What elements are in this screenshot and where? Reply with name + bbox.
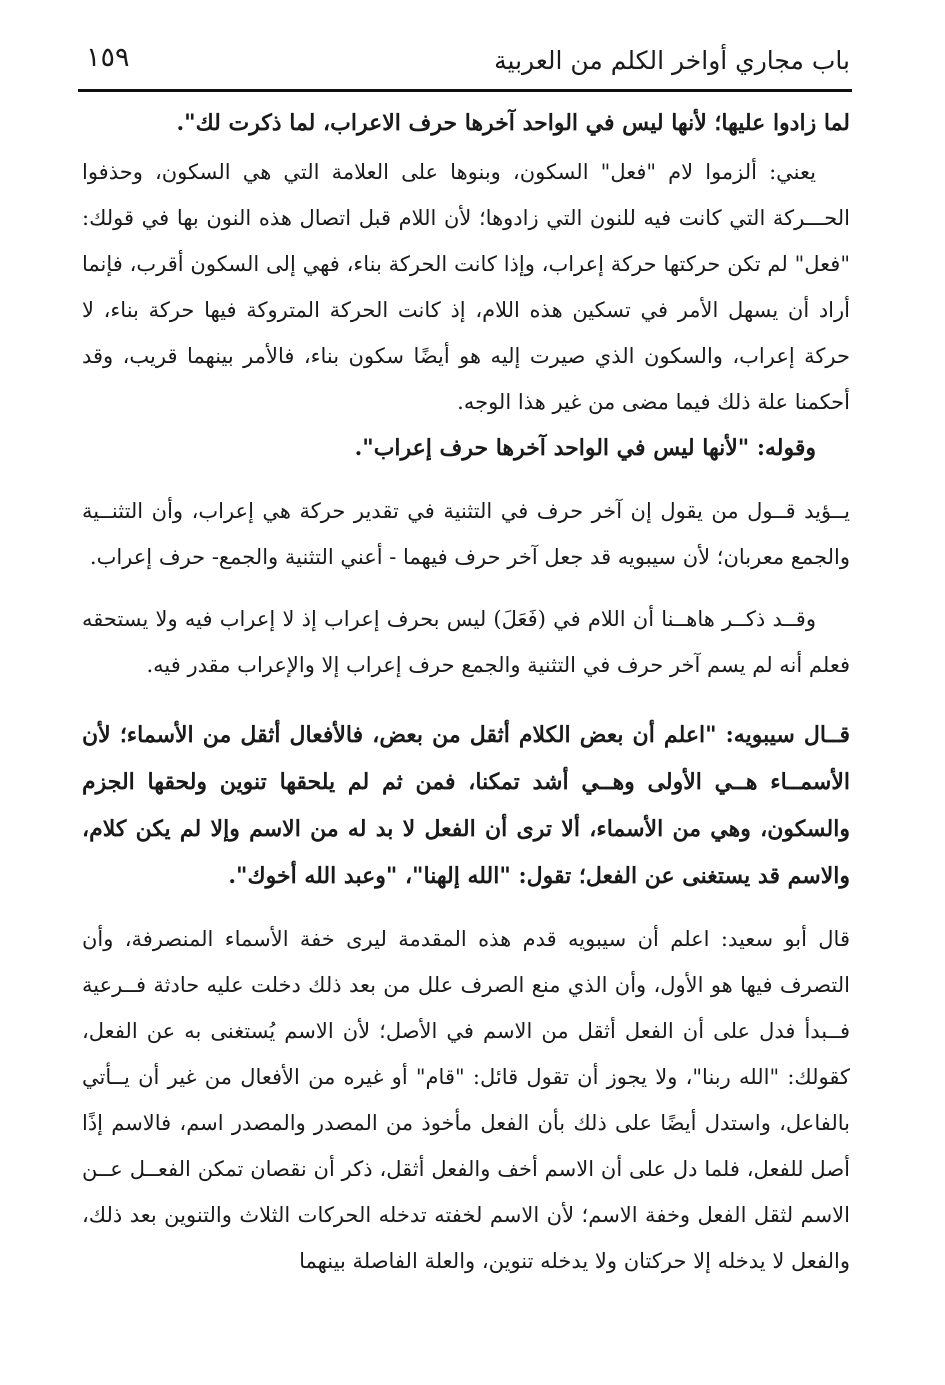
page-header bbox=[78, 30, 852, 88]
running-title: باب مجاري أواخر الكلم من العربية bbox=[494, 46, 850, 75]
commentary-paragraph: وقــد ذكــر هاهــنا أن اللام في (فَعَلَ) ليس بحرف إعراب إذ لا إعراب فيه ولا يستحقه فعلم أنه لم يسم آخر حرف في التثنية والجمع حرف إعراب إلا والإعراب مقدر فيه. bbox=[82, 607, 850, 677]
commentary-paragraph: يعني: ألزموا لام "فعل" السكون، وبنوها على العلامة التي هي السكون، وحذفوا الحـــركة التي كانت فيه للنون التي زادوها؛ لأن اللام قبل اتصال هذه النون بها في قولك: "فعل" لم تكن حركتها حركة إعراب، وإذا كانت الحركة بناء، فهي إلى السكون أقرب، فإنما أراد أن يسهل الأمر في تسكين هذه اللام، إذ كانت الحركة المتروكة فيها حركة بناء، لا حركة إعراب، والسكون الذي صيرت إليه هو أيضًا سكون بناء، فالأمر بينهما قريب، وقد أحكمنا علة ذلك فيما مضى من غير هذا الوجه. bbox=[82, 160, 850, 414]
quoted-phrase: وقوله: "لأنها ليس في الواحد آخرها حرف إعراب". bbox=[354, 435, 816, 461]
page-number: ١٥٩ bbox=[86, 42, 130, 73]
header-rule bbox=[78, 89, 852, 92]
page-body bbox=[82, 100, 850, 1284]
quote-continuation: لما زادوا عليها؛ لأنها ليس في الواحد آخرها حرف الاعراب، لما ذكرت لك". bbox=[176, 110, 850, 136]
sibawayh-quote: قــال سيبويه: "اعلم أن بعض الكلام أثقل من بعض، فالأفعال أثقل من الأسماء؛ لأن الأسمــاء هــي الأولى وهــي أشد تمكنا، فمن ثم لم يلحقها تنوين ولحقها الجزم والسكون، وهي من الأسماء، ألا ترى أن الفعل لا بد له من الاسم وإلا لم يكن كلام، والاسم قد يستغنى عن الفعل؛ تقول: "الله إلهنا"، "وعبد الله أخوك". bbox=[82, 722, 850, 889]
commentary-paragraph: قال أبو سعيد: اعلم أن سيبويه قدم هذه المقدمة ليرى خفة الأسماء المنصرفة، وأن التصرف فيها هو الأول، وأن الذي منع الصرف علل من بعد ذلك دخلت عليه حادثة فــرعية فــبدأ فدل على أن الفعل أثقل من الاسم في الأصل؛ لأن الاسم يُستغنى به عن الفعل، كقولك: "الله ربنا"، ولا يجوز أن تقول قائل: "قام" أو غيره من الأفعال من غير أن يــأتي بالفاعل، واستدل أيضًا على ذلك بأن الفعل مأخوذ من المصدر والمصدر اسم، فالاسم إذًا أصل للفعل، فلما دل على أن الاسم أخف والفعل أثقل، ذكر أن نقصان تمكن الفعــل عــن الاسم لثقل الفعل وخفة الاسم؛ لأن الاسم لخفته تدخله الحركات الثلاث والتنوين بعد ذلك، والفعل لا يدخله إلا حركتان ولا يدخله تنوين، والعلة الفاصلة بينهما bbox=[82, 927, 850, 1273]
commentary-paragraph: يــؤيد قــول من يقول إن آخر حرف في التثنية في تقدير حركة هي إعراب، وأن التثنــية والجمع معربان؛ لأن سيبويه قد جعل آخر حرف فيهما - أعني التثنية والجمع- حرف إعراب. bbox=[82, 499, 850, 569]
